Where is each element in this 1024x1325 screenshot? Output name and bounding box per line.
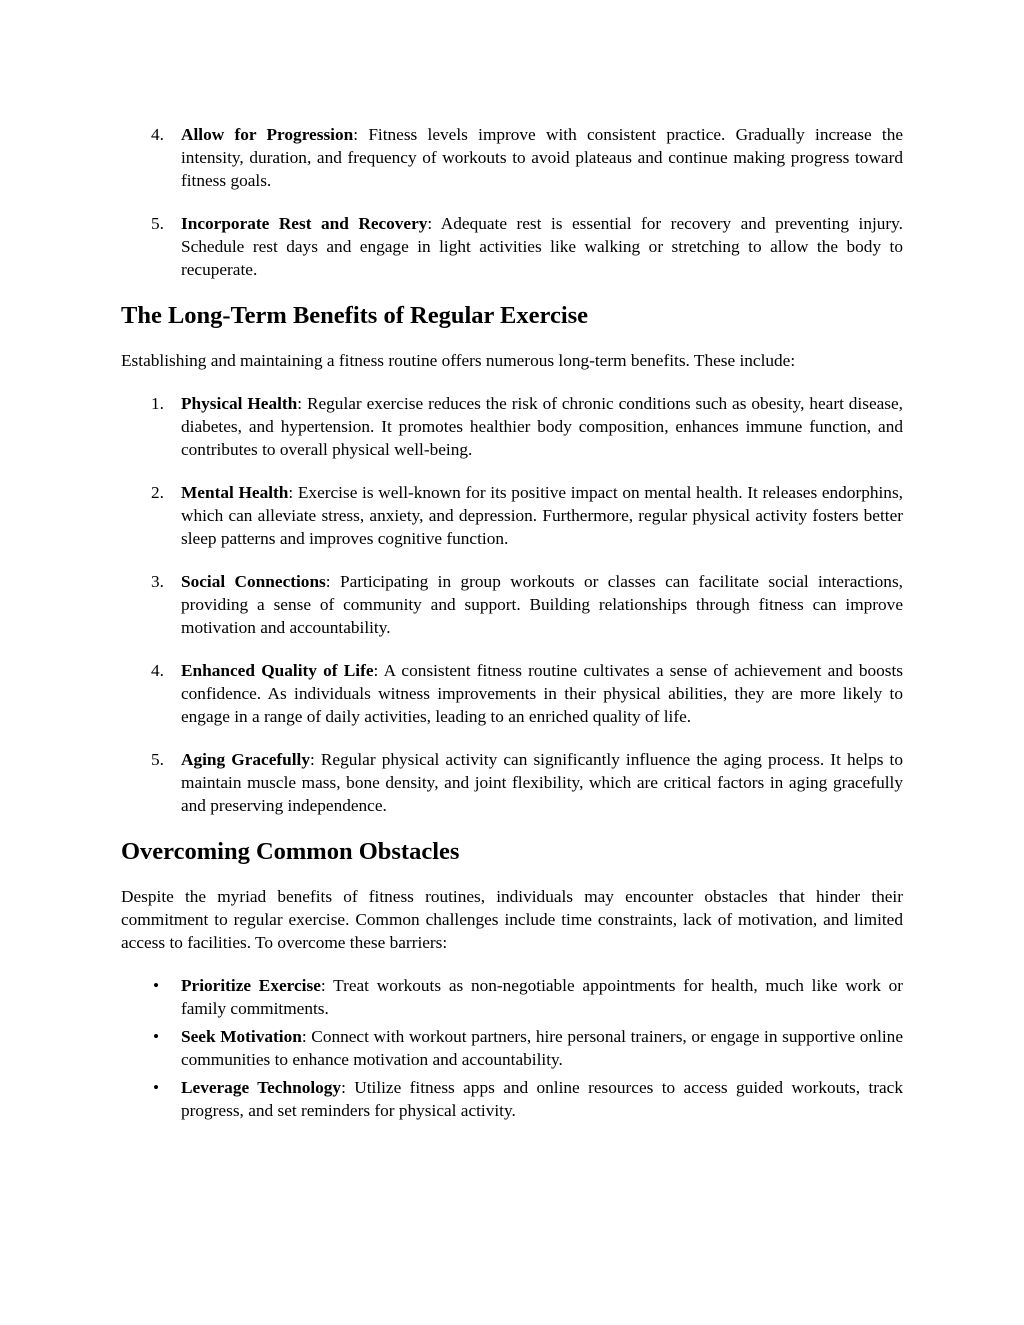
list-item xyxy=(121,212,903,281)
section-intro-paragraph: Establishing and maintaining a fitness routine offers numerous long-term benefits. These include: xyxy=(121,351,796,370)
list-item-term: Seek Motivation xyxy=(181,1027,302,1046)
list-item-term: Mental Health xyxy=(181,483,289,502)
obstacles-bullet-list xyxy=(121,974,903,1122)
list-item xyxy=(121,1076,903,1122)
list-item-text: Fitness levels improve with consistent practice. Gradually increase the intensity, duration, and frequency of workouts to avoid plateaus and continue making progress toward fitness goals. xyxy=(181,125,904,190)
list-item xyxy=(121,974,903,1020)
list-number: 2. xyxy=(151,483,164,502)
list-item xyxy=(121,659,903,728)
list-item xyxy=(121,570,903,639)
bullet-icon: • xyxy=(152,1078,160,1097)
list-item-separator: : xyxy=(297,394,307,413)
list-item-term: Physical Health xyxy=(181,394,298,413)
list-item xyxy=(121,481,903,550)
list-item-separator: : xyxy=(320,976,334,995)
list-item-term: Incorporate Rest and Recovery xyxy=(181,214,428,233)
list-number: 4. xyxy=(151,125,164,144)
list-number: 5. xyxy=(151,214,164,233)
bullet-icon: • xyxy=(152,1027,160,1046)
list-item-text: Treat workouts as non-negotiable appointments for health, much like work or family commitments. xyxy=(181,976,904,1018)
list-item-separator: : xyxy=(341,1078,355,1097)
list-item-separator: : xyxy=(288,483,298,502)
list-number: 4. xyxy=(151,661,164,680)
list-item-text: A consistent fitness routine cultivates a sense of achievement and boosts confidence. As individuals witness improvements in their physical abilities, they are more likely to engage in a range of daily activities, leading to an enriched quality of life. xyxy=(181,661,904,726)
list-number: 3. xyxy=(151,572,164,591)
benefits-numbered-list xyxy=(121,392,903,817)
section-heading-obstacles: Overcoming Common Obstacles xyxy=(121,838,460,865)
list-item-separator: : xyxy=(373,661,384,680)
list-item-separator: : xyxy=(325,572,340,591)
section-intro-paragraph: Despite the myriad benefits of fitness routines, individuals may encounter obstacles that hinder their commitment to regular exercise. Common challenges include time constraints, lack of motivation, and limited access to facilities. To overcome these barriers: xyxy=(121,887,903,952)
list-number: 1. xyxy=(151,394,164,413)
list-item-separator: : xyxy=(309,750,321,769)
list-item-term: Enhanced Quality of Life xyxy=(181,661,374,680)
list-item xyxy=(121,123,903,192)
list-item xyxy=(121,1025,903,1071)
continued-numbered-list xyxy=(121,123,903,281)
list-item-text: Utilize fitness apps and online resources to access guided workouts, track progress, and set reminders for physical activity. xyxy=(181,1078,903,1120)
list-item-text: Connect with workout partners, hire personal trainers, or engage in supportive online communities to enhance motivation and accountability. xyxy=(181,1027,903,1069)
list-item-text: Regular physical activity can significantly influence the aging process. It helps to maintain muscle mass, bone density, and joint flexibility, which are critical factors in aging gracefully and preserving independence. xyxy=(181,750,903,815)
bullet-icon: • xyxy=(152,976,160,995)
list-item-term: Allow for Progression xyxy=(181,125,354,144)
section-heading-benefits: The Long-Term Benefits of Regular Exercise xyxy=(121,302,589,329)
document-page xyxy=(121,121,903,1127)
list-item-text: Adequate rest is essential for recovery and preventing injury. Schedule rest days and engage in light activities like walking or stretching to allow the body to recuperate. xyxy=(181,214,903,279)
list-item-separator: : xyxy=(427,214,441,233)
list-item xyxy=(121,392,903,461)
list-item-term: Leverage Technology xyxy=(181,1078,342,1097)
list-item xyxy=(121,748,903,817)
list-item-term: Social Connections xyxy=(181,572,326,591)
list-item-separator: : xyxy=(353,125,369,144)
list-item-text: Regular exercise reduces the risk of chronic conditions such as obesity, heart disease, diabetes, and hypertension. It promotes healthier body composition, enhances immune function, and contributes to overall physical well-being. xyxy=(181,394,904,459)
list-number: 5. xyxy=(151,750,164,769)
list-item-text: Participating in group workouts or classes can facilitate social interactions, providing a sense of community and support. Building relationships through fitness can improve motivation and accountability. xyxy=(181,572,903,637)
list-item-term: Prioritize Exercise xyxy=(181,976,321,995)
list-item-text: Exercise is well-known for its positive impact on mental health. It releases endorphins, which can alleviate stress, anxiety, and depression. Furthermore, regular physical activity fosters better sleep patterns and improves cognitive function. xyxy=(181,483,903,548)
list-item-separator: : xyxy=(301,1027,312,1046)
list-item-term: Aging Gracefully xyxy=(181,750,310,769)
